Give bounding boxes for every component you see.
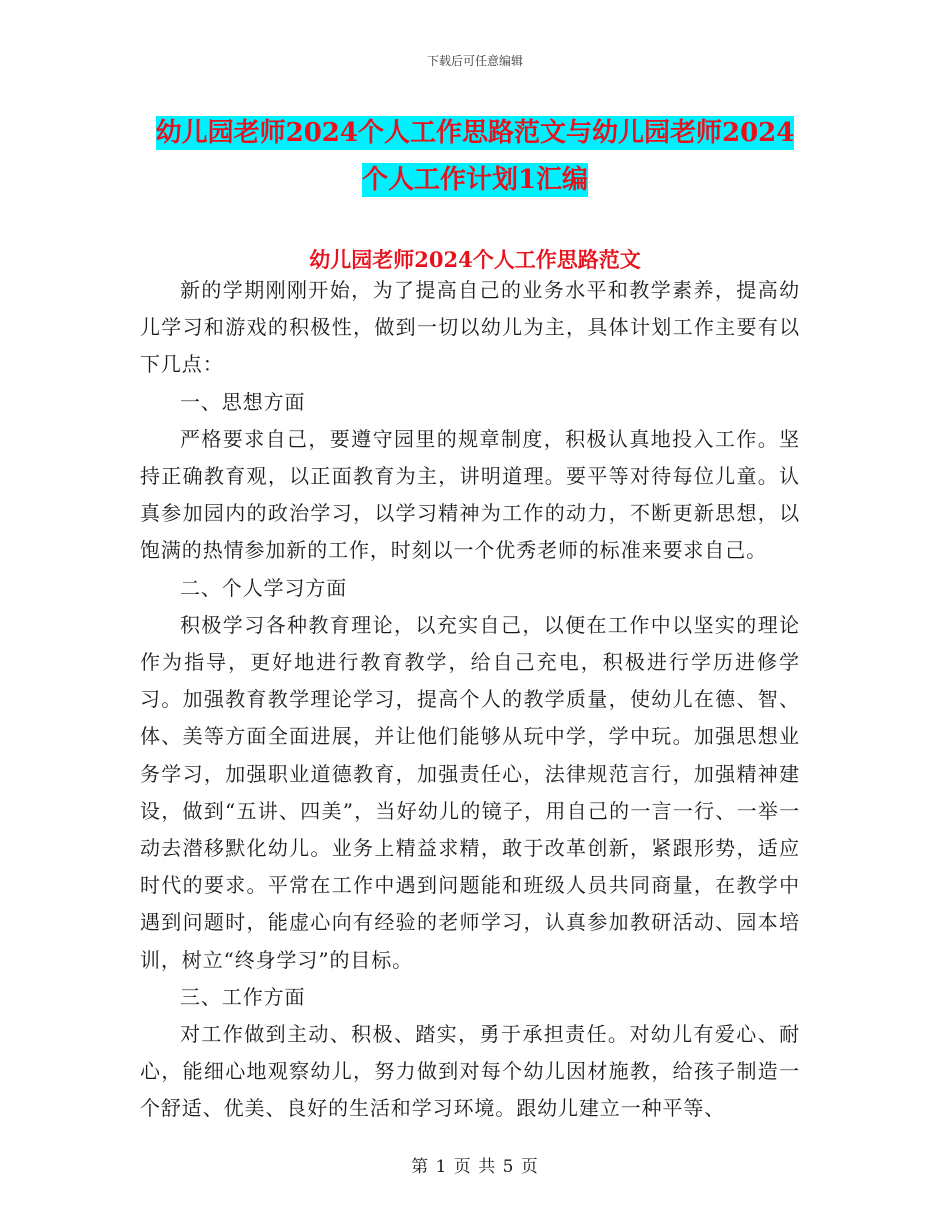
heading-thought: 一、思想方面	[180, 389, 306, 414]
page-indicator: 第 1 页 共 5 页	[411, 1157, 539, 1177]
header-note: 下载后可任意编辑	[426, 54, 523, 68]
body-text	[140, 272, 800, 1128]
heading-work: 三、工作方面	[180, 984, 306, 1009]
heading-personal-study: 二、个人学习方面	[180, 575, 348, 600]
document-title-line-2: 个人工作计划1汇编	[361, 165, 589, 195]
section-title: 幼儿园老师2024个人工作思路范文	[309, 247, 641, 272]
document-title-line-1: 幼儿园老师2024个人工作思路范文与幼儿园老师2024	[155, 118, 795, 148]
paragraph-work: 对工作做到主动、积极、踏实，勇于承担责任。对幼儿有爱心、耐心，能细心地观察幼儿，努力做到对每个幼儿因材施教，给孩子制造一个舒适、优美、良好的生活和学习环境。跟幼儿建立一种平等、	[140, 1022, 800, 1121]
paragraph-thought: 严格要求自己，要遵守园里的规章制度，积极认真地投入工作。坚持正确教育观，以正面教育为主，讲明道理。要平等对待每位儿童。认真参加园内的政治学习，以学习精神为工作的动力，不断更新思想，以饱满的热情参加新的工作，时刻以一个优秀老师的标准来要求自己。	[140, 426, 800, 563]
document-title	[0, 110, 950, 204]
paragraph-intro: 新的学期刚刚开始，为了提高自己的业务水平和教学素养，提高幼儿学习和游戏的积极性，做到一切以幼儿为主，具体计划工作主要有以下几点：	[140, 278, 800, 377]
paragraph-personal-study: 积极学习各种教育理论，以充实自己，以便在工作中以坚实的理论作为指导，更好地进行教育教学，给自己充电，积极进行学历进修学习。加强教育教学理论学习，提高个人的教学质量，使幼儿在德、智、体、美等方面全面进展，并让他们能够从玩中学，学中玩。加强思想业务学习，加强职业道德教育，加强责任心，法律规范言行，加强精神建设，做到“五讲、四美”，当好幼儿的镜子，用自己的一言一行、一举一动去潜移默化幼儿。业务上精益求精，敢于改革创新，紧跟形势，适应时代的要求。平常在工作中遇到问题能和班级人员共同商量，在教学中遇到问题时，能虚心向有经验的老师学习，认真参加教研活动、园本培训，树立“终身学习”的目标。	[140, 612, 800, 972]
